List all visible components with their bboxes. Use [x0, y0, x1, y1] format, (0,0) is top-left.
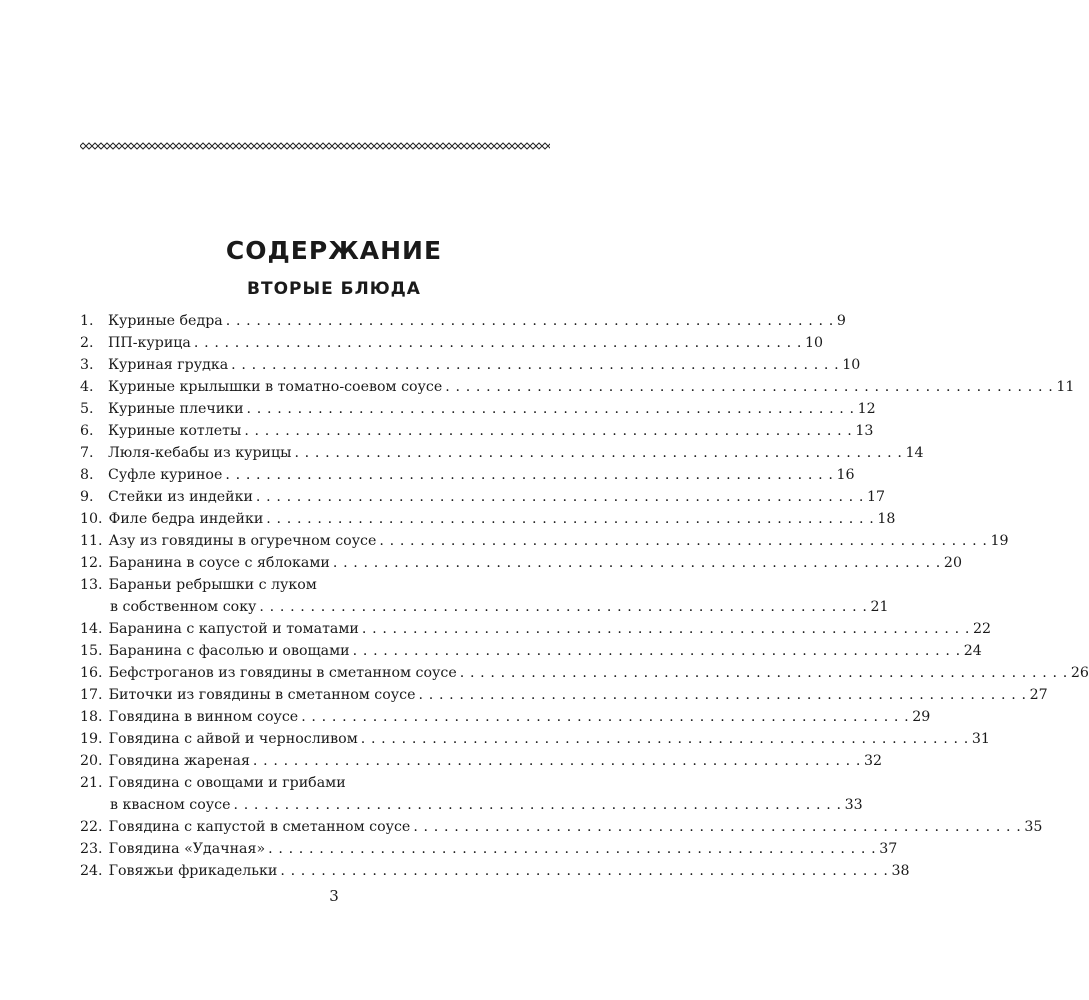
dot-leader: . . . . . . . . . . . . . . . . . . . . . . . . . . . . . . . . . . . . . . . . . . . . . . . . . . . . . . . . . . . .: [361, 621, 970, 637]
toc-entry-page: 31: [971, 731, 990, 747]
toc-entry-title: Говядина «Удачная»: [108, 841, 266, 857]
toc-entry-page: 33: [844, 797, 863, 813]
dot-leader: . . . . . . . . . . . . . . . . . . . . . . . . . . . . . . . . . . . . . . . . . . . . . . . . . . . . . . . . . . . .: [193, 335, 802, 351]
toc-entry-page: 29: [912, 709, 931, 725]
toc-entry-title: Баранина в соусе с яблоками: [108, 555, 330, 571]
toc-entry: [80, 684, 1048, 706]
toc-entry-number: 20.: [80, 753, 103, 769]
toc-entry-page: 16: [836, 467, 855, 483]
decorative-border: [80, 140, 550, 152]
dot-leader: . . . . . . . . . . . . . . . . . . . . . . . . . . . . . . . . . . . . . . . . . . . . . . . . . . . . . . . . . . . .: [280, 863, 889, 879]
toc-entry-title: Говяжьи фрикадельки: [108, 863, 278, 879]
dot-leader: . . . . . . . . . . . . . . . . . . . . . . . . . . . . . . . . . . . . . . . . . . . . . . . . . . . . . . . . . . . .: [294, 445, 903, 461]
dot-leader: . . . . . . . . . . . . . . . . . . . . . . . . . . . . . . . . . . . . . . . . . . . . . . . . . . . . . . . . . . . .: [413, 819, 1022, 835]
dot-leader: . . . . . . . . . . . . . . . . . . . . . . . . . . . . . . . . . . . . . . . . . . . . . . . . . . . . . . . . . . . .: [225, 313, 834, 329]
toc-entry-page: 38: [891, 863, 910, 879]
dot-leader: . . . . . . . . . . . . . . . . . . . . . . . . . . . . . . . . . . . . . . . . . . . . . . . . . . . . . . . . . . . .: [246, 401, 855, 417]
toc-entry-page: 10: [804, 335, 824, 351]
toc-entry-number: 5.: [80, 401, 94, 417]
page-title: СОДЕРЖАНИЕ: [225, 236, 443, 265]
toc-entry-number: 3.: [80, 357, 94, 373]
toc-entry: [80, 794, 863, 816]
toc-entry-number: 13.: [80, 577, 103, 593]
toc-entry-number: 2.: [80, 335, 94, 351]
toc-entry-page: 20: [943, 555, 962, 571]
toc-entry-title: Говядина с капустой в сметанном соусе: [108, 819, 411, 835]
toc-entry: [80, 398, 876, 420]
dot-leader: . . . . . . . . . . . . . . . . . . . . . . . . . . . . . . . . . . . . . . . . . . . . . . . . . . . . . . . . . . . .: [255, 489, 864, 505]
toc-entry: [80, 860, 910, 882]
toc-entry-title: Куриные котлеты: [108, 423, 242, 439]
toc-entry-page: 21: [870, 599, 889, 615]
toc-entry-title: Говядина с овощами и грибами: [108, 775, 346, 791]
toc-entry: [80, 662, 1089, 684]
toc-entry-page: 18: [877, 511, 896, 527]
dot-leader: . . . . . . . . . . . . . . . . . . . . . . . . . . . . . . . . . . . . . . . . . . . . . . . . . . . . . . . . . . . .: [225, 467, 834, 483]
toc-entry-page: 19: [990, 533, 1009, 549]
toc-entry-title: Биточки из говядины в сметанном соусе: [108, 687, 416, 703]
toc-entry-page: 13: [855, 423, 874, 439]
toc-entry: [80, 508, 896, 530]
toc-entry: [80, 838, 898, 860]
toc-entry-number: 11.: [80, 533, 103, 549]
dot-leader: . . . . . . . . . . . . . . . . . . . . . . . . . . . . . . . . . . . . . . . . . . . . . . . . . . . . . . . . . . . .: [266, 511, 875, 527]
toc-entry-page: 12: [857, 401, 876, 417]
toc-entry: [80, 640, 982, 662]
dot-leader: . . . . . . . . . . . . . . . . . . . . . . . . . . . . . . . . . . . . . . . . . . . . . . . . . . . . . . . . . . . .: [360, 731, 969, 747]
toc-entry-title: Куриные бедра: [108, 313, 223, 329]
dot-leader: . . . . . . . . . . . . . . . . . . . . . . . . . . . . . . . . . . . . . . . . . . . . . . . . . . . . . . . . . . . .: [244, 423, 853, 439]
toc-entry-number: 15.: [80, 643, 103, 659]
toc-entry-page: 11: [1056, 379, 1075, 395]
toc-entry: [80, 574, 550, 596]
toc-entry: [80, 750, 883, 772]
page-number: 3: [329, 887, 339, 905]
toc-entry: [80, 552, 962, 574]
toc-entry: [80, 464, 855, 486]
toc-entry: [80, 530, 1009, 552]
toc-entry-page: 27: [1029, 687, 1048, 703]
toc-entry-title: Азу из говядины в огуречном соусе: [108, 533, 377, 549]
dot-leader: . . . . . . . . . . . . . . . . . . . . . . . . . . . . . . . . . . . . . . . . . . . . . . . . . . . . . . . . . . . .: [259, 599, 868, 615]
toc-entry-title: Бараньи ребрышки с луком: [108, 577, 317, 593]
section-heading: ВТОРЫЕ БЛЮДА: [247, 279, 421, 299]
toc-entry-number: 17.: [80, 687, 103, 703]
toc-entry-page: 26: [1070, 665, 1089, 681]
toc-entry-number: 19.: [80, 731, 103, 747]
toc-entry-number: 22.: [80, 819, 103, 835]
toc-entry-page: 9: [836, 313, 846, 329]
toc-entry: [80, 376, 1075, 398]
toc-entry-title: Куриная грудка: [108, 357, 229, 373]
toc-entry-title: Баранина с фасолью и овощами: [108, 643, 350, 659]
toc-entry-number: 24.: [80, 863, 103, 879]
toc-entry: [80, 442, 924, 464]
toc-entry-title: Куриные плечики: [108, 401, 244, 417]
toc-entry-number: 21.: [80, 775, 103, 791]
toc-entry-number: 6.: [80, 423, 94, 439]
toc-entry: [80, 816, 1043, 838]
toc-entry-title: Люля-кебабы из курицы: [108, 445, 292, 461]
dot-leader: . . . . . . . . . . . . . . . . . . . . . . . . . . . . . . . . . . . . . . . . . . . . . . . . . . . . . . . . . . . .: [301, 709, 910, 725]
dot-leader: . . . . . . . . . . . . . . . . . . . . . . . . . . . . . . . . . . . . . . . . . . . . . . . . . . . . . . . . . . . .: [445, 379, 1054, 395]
toc-entry-number: 23.: [80, 841, 103, 857]
toc-entry-number: 1.: [80, 313, 94, 329]
dot-leader: . . . . . . . . . . . . . . . . . . . . . . . . . . . . . . . . . . . . . . . . . . . . . . . . . . . . . . . . . . . .: [231, 357, 840, 373]
toc-entry-title: Филе бедра индейки: [108, 511, 264, 527]
dot-leader: . . . . . . . . . . . . . . . . . . . . . . . . . . . . . . . . . . . . . . . . . . . . . . . . . . . . . . . . . . . .: [252, 753, 861, 769]
toc-entry-title: Баранина с капустой и томатами: [108, 621, 359, 637]
toc-entry-number: 12.: [80, 555, 103, 571]
toc-entry: [80, 486, 886, 508]
toc-entry-page: 32: [864, 753, 883, 769]
toc-entry-title: Суфле куриное: [108, 467, 223, 483]
toc-entry-page: 14: [905, 445, 924, 461]
dot-leader: . . . . . . . . . . . . . . . . . . . . . . . . . . . . . . . . . . . . . . . . . . . . . . . . . . . . . . . . . . . .: [418, 687, 1027, 703]
toc-entry: [80, 420, 874, 442]
toc-entry: [80, 728, 990, 750]
toc-entry-title: Говядина с айвой и черносливом: [108, 731, 358, 747]
toc-entry-page: 24: [963, 643, 982, 659]
toc-entry-number: 10.: [80, 511, 103, 527]
toc-entry-page: 37: [879, 841, 898, 857]
toc-entry-title: Куриные крылышки в томатно-соевом соусе: [108, 379, 443, 395]
toc-entry-number: 18.: [80, 709, 103, 725]
toc-entry: [80, 596, 889, 618]
dot-leader: . . . . . . . . . . . . . . . . . . . . . . . . . . . . . . . . . . . . . . . . . . . . . . . . . . . . . . . . . . . .: [268, 841, 877, 857]
toc-entry-number: 8.: [80, 467, 94, 483]
dot-leader: . . . . . . . . . . . . . . . . . . . . . . . . . . . . . . . . . . . . . . . . . . . . . . . . . . . . . . . . . . . .: [379, 533, 988, 549]
dot-leader: . . . . . . . . . . . . . . . . . . . . . . . . . . . . . . . . . . . . . . . . . . . . . . . . . . . . . . . . . . . .: [332, 555, 941, 571]
toc-entry-number: 14.: [80, 621, 103, 637]
toc-entry: [80, 706, 931, 728]
toc-entry-number: 16.: [80, 665, 103, 681]
toc-entry-title: в квасном соусе: [110, 797, 231, 813]
toc-entry-page: 10: [842, 357, 861, 373]
toc-entry-title: Бефстроганов из говядины в сметанном соусе: [108, 665, 457, 681]
toc-entry-page: 22: [972, 621, 992, 637]
toc-entry: [80, 332, 824, 354]
toc-entry-page: 35: [1024, 819, 1043, 835]
table-of-contents: [80, 310, 1089, 882]
dot-leader: . . . . . . . . . . . . . . . . . . . . . . . . . . . . . . . . . . . . . . . . . . . . . . . . . . . . . . . . . . . .: [233, 797, 842, 813]
toc-entry: [80, 618, 992, 640]
toc-entry-title: Говядина жареная: [108, 753, 250, 769]
toc-entry-number: 7.: [80, 445, 94, 461]
toc-entry-title: ПП-курица: [108, 335, 191, 351]
toc-entry-title: Стейки из индейки: [108, 489, 253, 505]
toc-entry-page: 17: [867, 489, 886, 505]
toc-entry: [80, 310, 846, 332]
toc-entry: [80, 354, 861, 376]
toc-entry-title: Говядина в винном соусе: [108, 709, 299, 725]
dot-leader: . . . . . . . . . . . . . . . . . . . . . . . . . . . . . . . . . . . . . . . . . . . . . . . . . . . . . . . . . . . .: [352, 643, 961, 659]
toc-entry-number: 4.: [80, 379, 94, 395]
toc-entry-number: 9.: [80, 489, 94, 505]
dot-leader: . . . . . . . . . . . . . . . . . . . . . . . . . . . . . . . . . . . . . . . . . . . . . . . . . . . . . . . . . . . .: [459, 665, 1068, 681]
toc-entry-title: в собственном соку: [110, 599, 257, 615]
toc-entry: [80, 772, 550, 794]
